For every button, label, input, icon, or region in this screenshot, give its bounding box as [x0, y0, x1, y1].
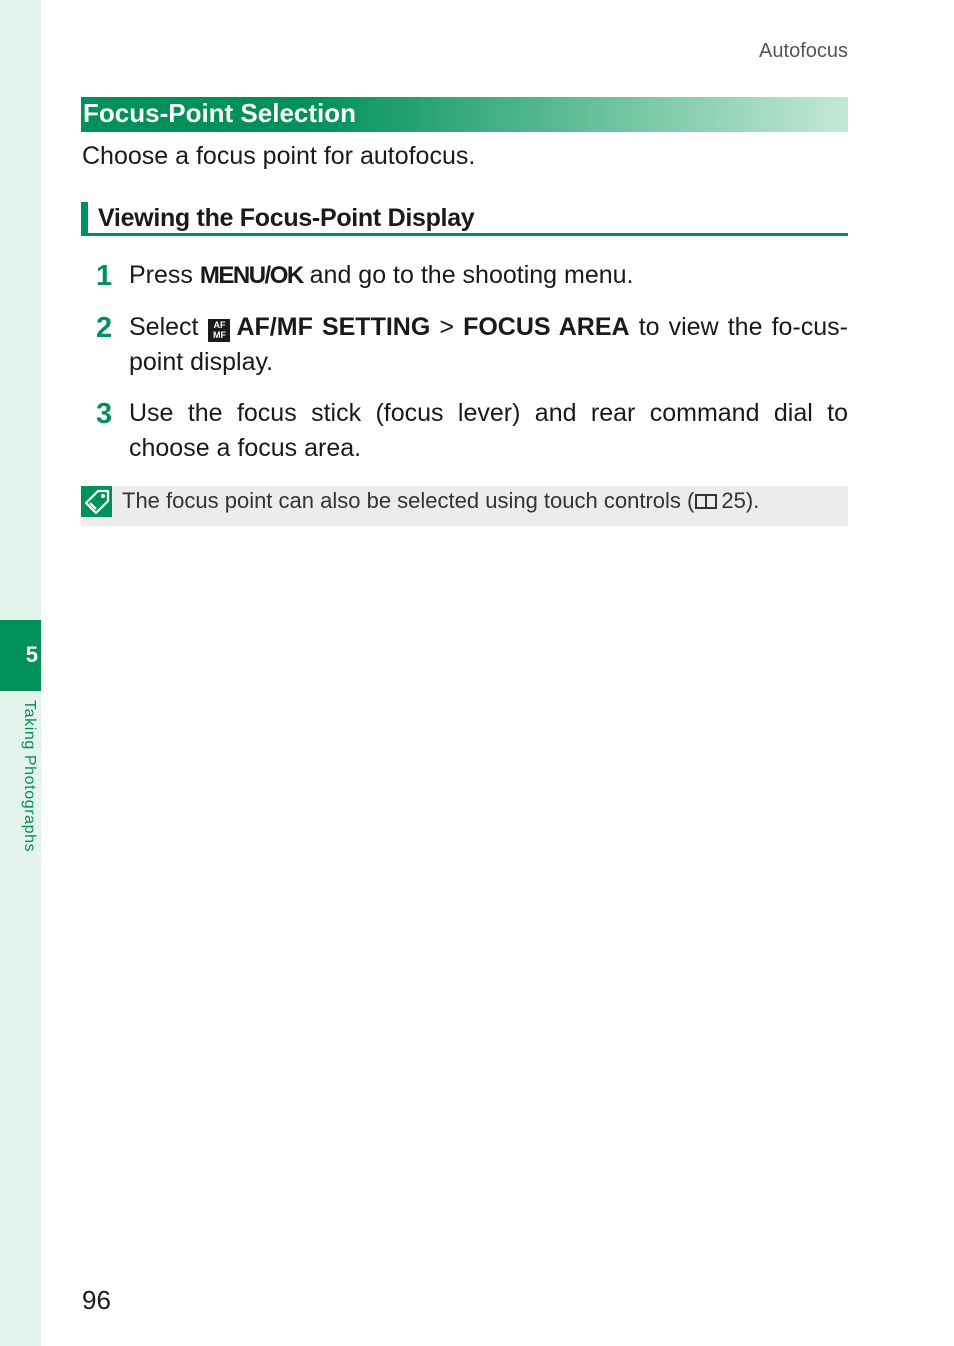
step-text-pre: Press [129, 261, 200, 289]
af-mf-menu-icon [208, 319, 230, 342]
page-number: 96 [82, 1285, 111, 1315]
step-number: 2 [96, 312, 113, 344]
book-icon [695, 494, 717, 509]
step-text-post: and go to the shooting menu. [302, 261, 634, 289]
step-text-pre: Select [129, 313, 199, 341]
section-intro: Choose a focus point for autofocus. [82, 142, 476, 170]
chapter-tab [0, 620, 41, 691]
menu-name: AF/MF SETTING [236, 313, 431, 341]
af-mf-icon-label-top: AF [213, 320, 226, 330]
note-box [81, 486, 848, 526]
step-number: 1 [96, 260, 113, 292]
page-reference[interactable]: 25 [721, 488, 746, 513]
step-text-post: to view the fo-cus-point display. [129, 313, 848, 376]
running-head: Autofocus [759, 40, 848, 62]
step-text [129, 258, 848, 293]
note-text [122, 486, 759, 515]
menu-item: FOCUS AREA [463, 313, 630, 341]
subsection-title: Viewing the Focus-Point Display [98, 204, 475, 232]
note-text-post: ). [745, 488, 760, 513]
subsection-heading [81, 202, 848, 236]
section-heading-bar [81, 97, 848, 132]
menu-ok-button-label: MENU/OK [199, 262, 303, 289]
af-mf-icon-label-bottom: MF [212, 330, 226, 340]
menu-separator: > [439, 313, 454, 341]
note-pencil-icon [81, 486, 112, 517]
chapter-title: Taking Photographs [21, 700, 38, 853]
note-text-pre: The focus point can also be selected using touch controls ( [122, 488, 695, 513]
chapter-number: 5 [25, 642, 38, 667]
step-number: 3 [96, 398, 113, 430]
section-title: Focus-Point Selection [83, 98, 357, 128]
step-text [129, 310, 848, 380]
step-text: Use the focus stick (focus lever) and rear command dial to choose a focus area. [129, 399, 848, 462]
